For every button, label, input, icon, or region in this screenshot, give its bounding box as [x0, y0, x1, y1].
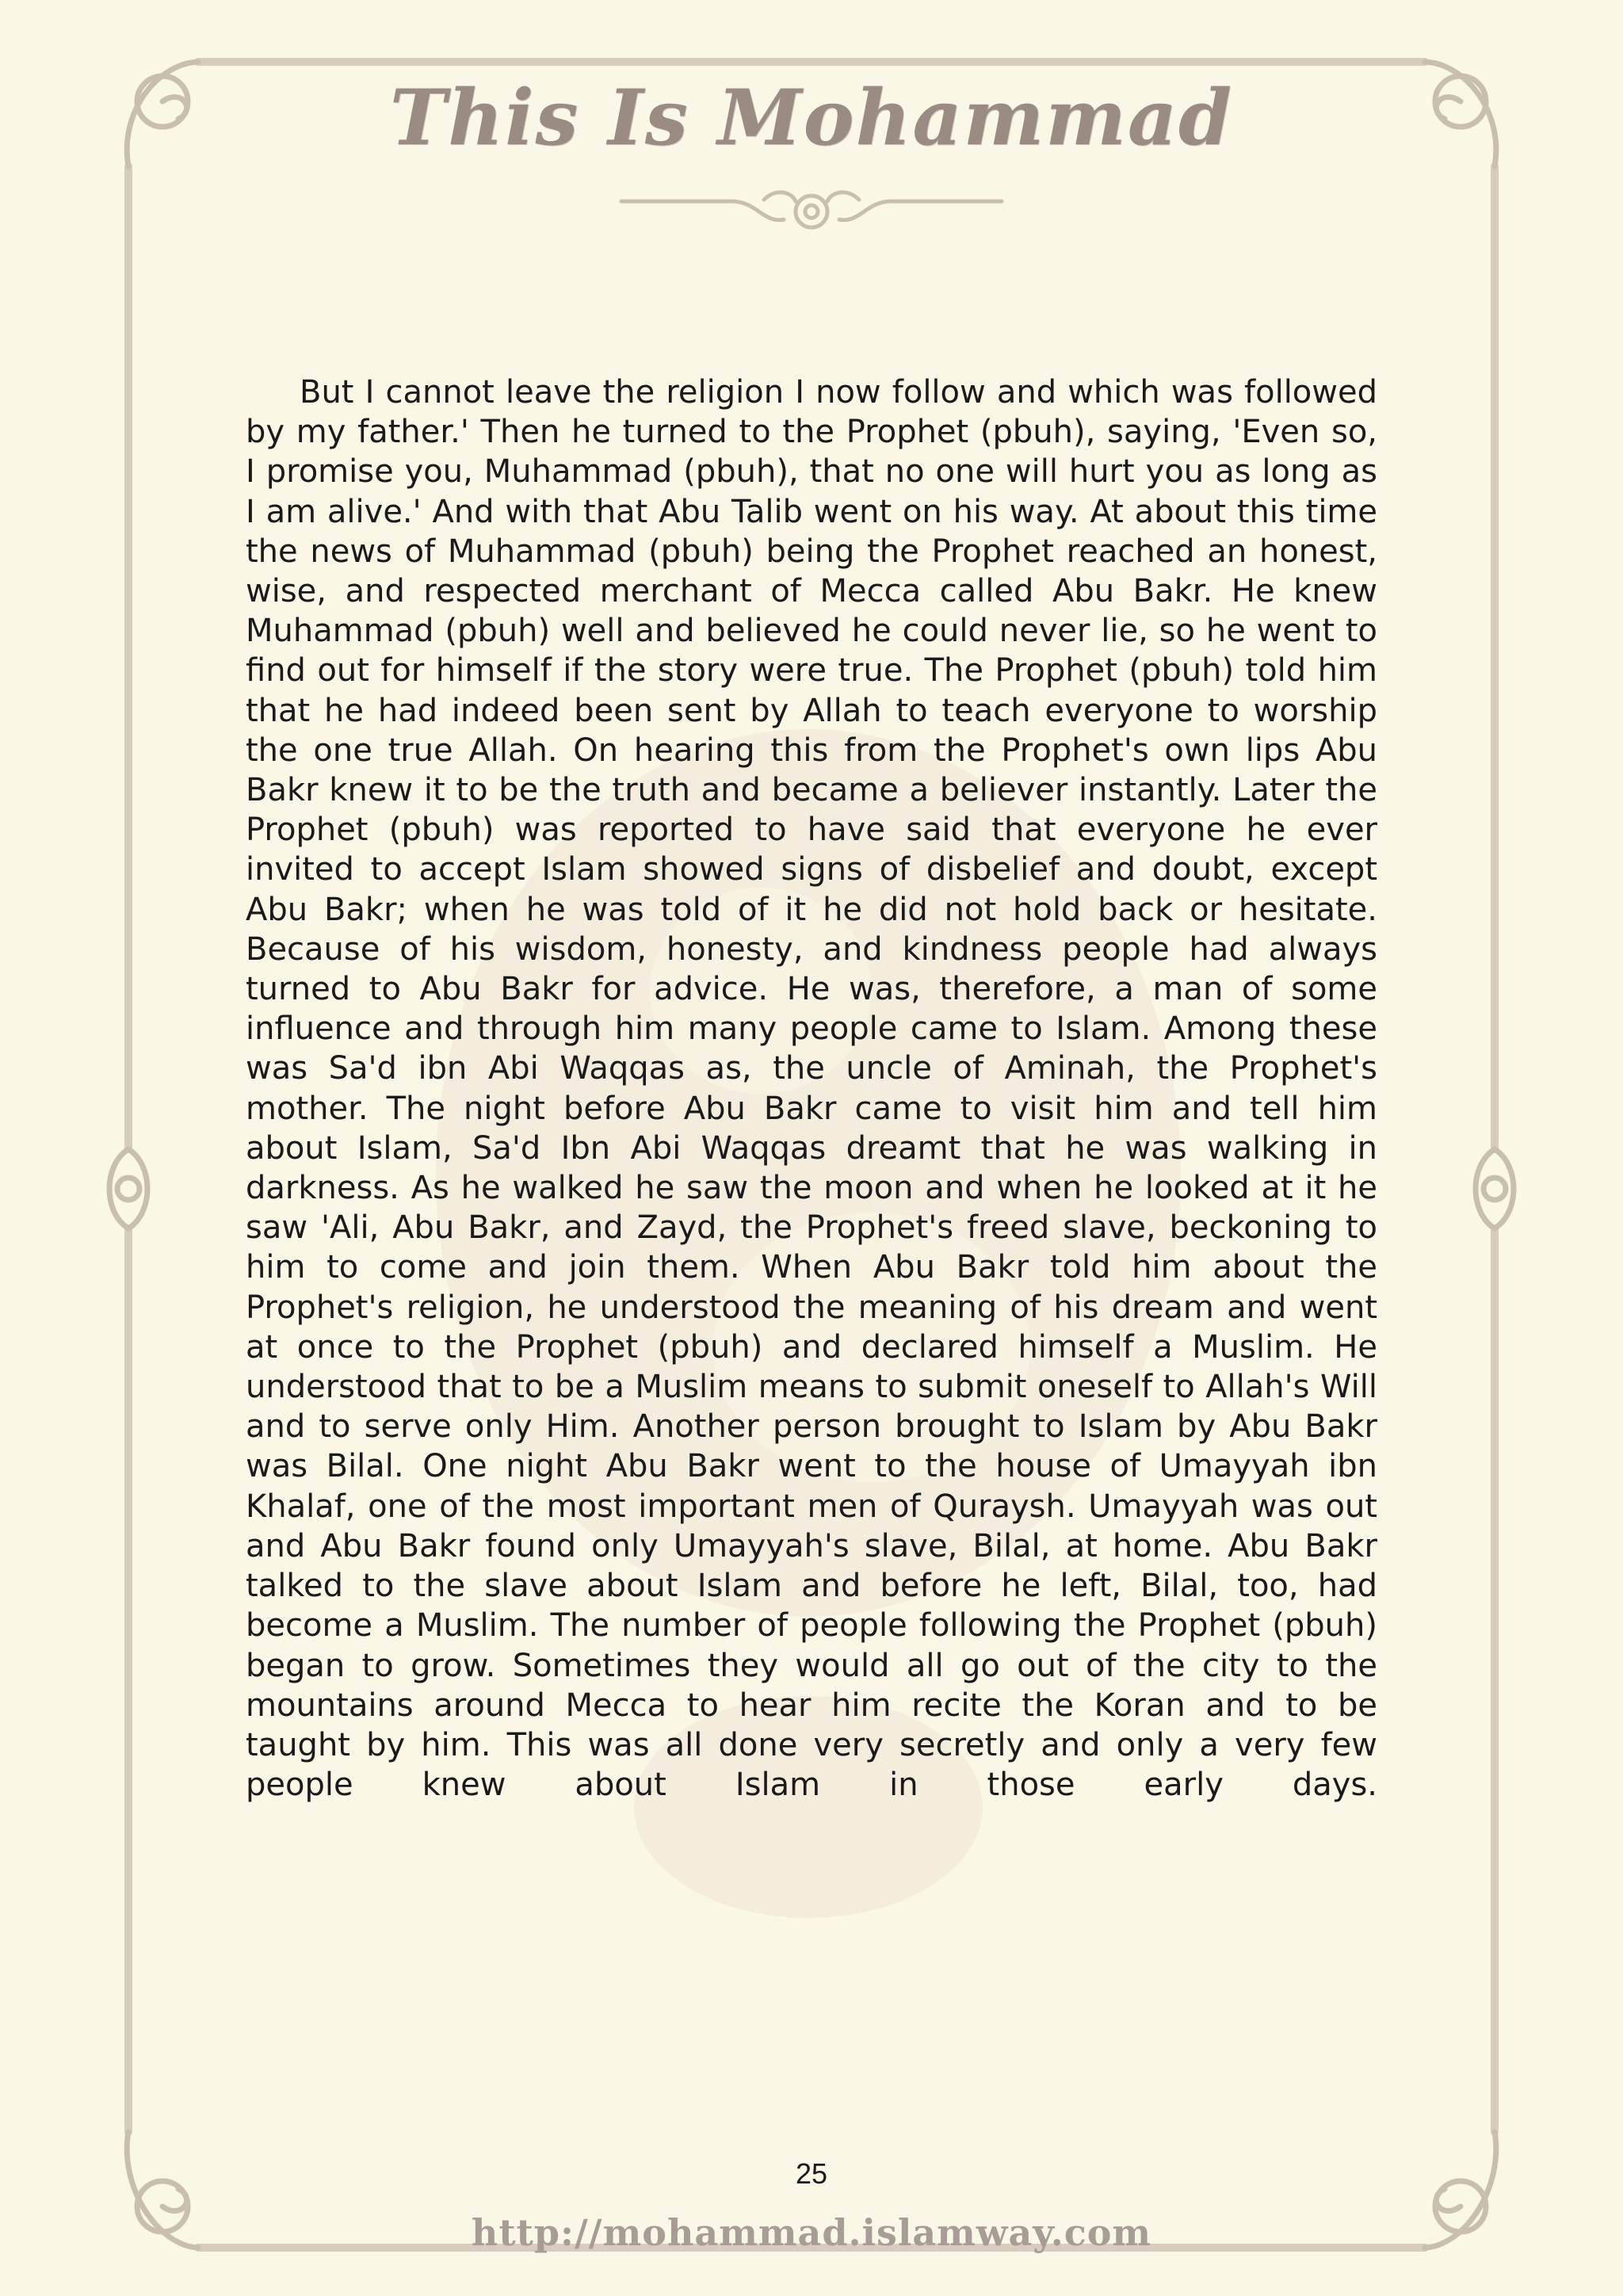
- page-header-title: This Is Mohammad: [389, 73, 1234, 162]
- header-ornament-icon: [613, 184, 1010, 239]
- body-paragraph: But I cannot leave the religion I now follow and which was followed by my father.' Then he turned to the Prophet (pbuh), saying, 'Even so, I promise you, Muhammad (pbuh), that no one will hurt you as long as I am alive.' And with that Abu Talib went on his way. At about this time the news of Muhammad (pbuh) being the Prophet reached an honest, wise, and respected merchant of Mecca called Abu Bakr. He knew Muhammad (pbuh) well and believed he could never lie, so he went to find out for himself if the story were true. The Prophet (pbuh) told him that he had indeed been sent by Allah to teach everyone to worship the one true Allah. On hearing this from the Prophet's own lips Abu Bakr knew it to be the truth and became a believer instantly. Later the Prophet (pbuh) was reported to have said that everyone he ever invited to accept Islam showed signs of disbelief and doubt, except Abu Bakr; when he was told of it he did not hold back or hesitate. Because of his wisdom, honesty, and kindness people had always turned to Abu Bakr for advice. He was, therefore, a man of some influence and through him many people came to Islam. Among these was Sa'd ibn Abi Waqqas as, the uncle of Aminah, the Prophet's mother. The night before Abu Bakr came to visit him and tell him about Islam, Sa'd Ibn Abi Waqqas dreamt that he was walking in darkness. As he walked he saw the moon and when he looked at it he saw 'Ali, Abu Bakr, and Zayd, the Prophet's freed slave, beckoning to him to come and join them. When Abu Bakr told him about the Prophet's religion, he understood the meaning of his dream and went at once to the Prophet (pbuh) and declared himself a Muslim. He understood that to be a Muslim means to submit oneself to Allah's Will and to serve only Him. Another person brought to Islam by Abu Bakr was Bilal. One night Abu Bakr went to the house of Umayyah ibn Khalaf, one of the most important men of Quraysh. Umayyah was out and Abu Bakr found only Umayyah's slave, Bilal, at home. Abu Bakr talked to the slave about Islam and before he left, Bilal, too, had become a Muslim. The number of people following the Prophet (pbuh) began to grow. Sometimes they would all go out of the city to the mountains around Mecca to hear him recite the Koran and to be taught by him. This was all done very secretly and only a very few people knew about Islam in those early days.: [246, 374, 1377, 1804]
- footer-url-link[interactable]: http://mohammad.islamway.com: [471, 2211, 1152, 2254]
- page-number: 25: [795, 2157, 828, 2190]
